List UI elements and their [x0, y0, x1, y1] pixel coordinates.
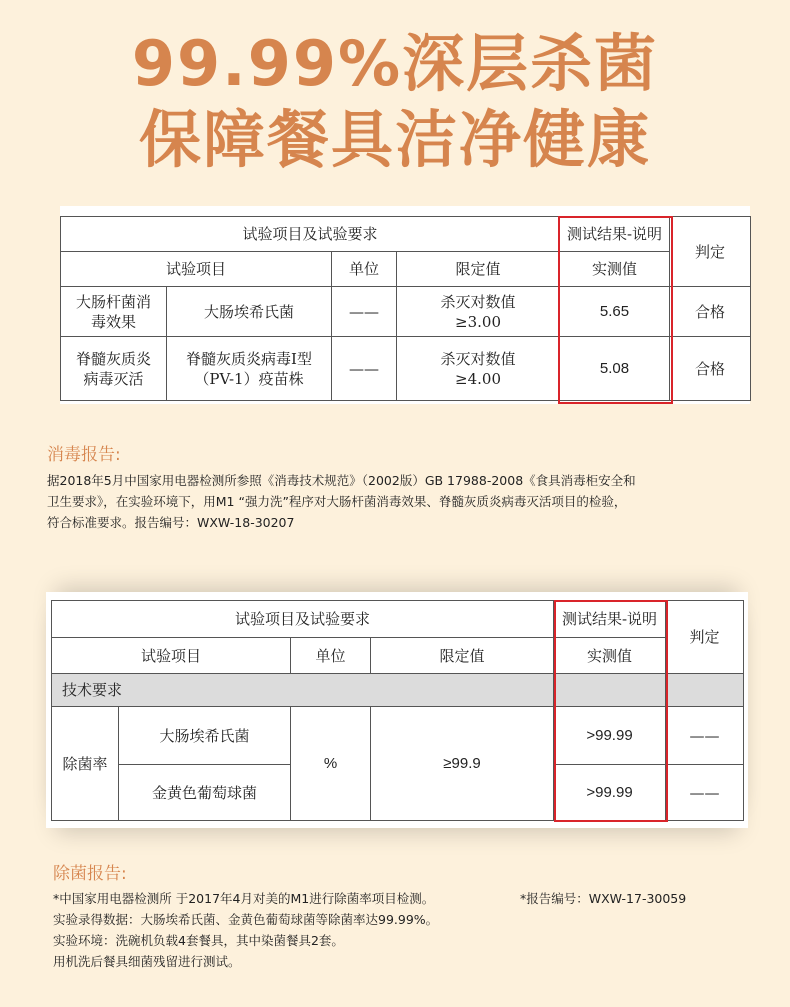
- row-limit: 杀灭对数值≥4.00: [397, 337, 560, 401]
- section-blank: [666, 674, 744, 707]
- report1-line: 据2018年5月中国家用电器检测所参照《消毒技术规范》（2002版）GB 17988-2008《食具消毒柜安全和: [47, 473, 636, 488]
- table2-category: 除菌率: [52, 707, 119, 821]
- row-judge: ——: [666, 765, 744, 821]
- report1-line: 卫生要求》，在实验环境下，用M1 “强力洗”程序对大肠杆菌消毒效果、脊髓灰质炎病毒灭活项目的检验，: [47, 494, 627, 509]
- disinfection-table-card: [60, 206, 750, 404]
- report2-line: 实验录得数据：大肠埃希氏菌、金黄色葡萄球菌等除菌率达99.99%。: [53, 912, 439, 927]
- row-category: 脊髓灰质炎病毒灭活: [61, 337, 167, 401]
- row-category: 大肠杆菌消毒效果: [61, 287, 167, 337]
- table1-col-item: 试验项目: [61, 252, 332, 287]
- row-limit: 杀灭对数值≥3.00: [397, 287, 560, 337]
- table2-result-highlight: [554, 600, 668, 822]
- table1-col-measured: 实测值: [560, 252, 670, 287]
- disinfection-report-text: [47, 470, 767, 533]
- report2-line: 实验环境：洗碗机负载4套餐具，其中染菌餐具2套。: [53, 933, 344, 948]
- table2-unit: %: [291, 707, 371, 821]
- table2-limit: ≥99.9: [371, 707, 554, 821]
- row-item: 脊髓灰质炎病毒Ⅰ型（PV-1）疫苗株: [167, 337, 332, 401]
- report1-line: 符合标准要求。报告编号：WXW-18-30207: [47, 515, 295, 530]
- row-item: 大肠埃希氏菌: [119, 707, 291, 765]
- row-measured: >99.99: [554, 707, 666, 765]
- table2-col-measured: 实测值: [554, 638, 666, 674]
- table2-col-limit: 限定值: [371, 638, 554, 674]
- headline-line-2: 保障餐具洁净健康: [138, 103, 651, 176]
- row-item: 金黄色葡萄球菌: [119, 765, 291, 821]
- report2-first-line: [53, 888, 773, 909]
- row-unit: ——: [332, 337, 397, 401]
- sterilization-table-card: [46, 592, 748, 828]
- table1-result-highlight: [558, 216, 673, 404]
- table2-header-result: 测试结果-说明: [554, 601, 666, 638]
- row-measured: 5.08: [560, 337, 670, 401]
- table2-header-main: 试验项目及试验要求: [52, 601, 554, 638]
- table1-col-unit: 单位: [332, 252, 397, 287]
- row-measured: >99.99: [554, 765, 666, 821]
- row-judge: 合格: [670, 337, 751, 401]
- report2-line: *中国家用电器检测所 于2017年4月对美的M1进行除菌率项目检测。: [53, 891, 435, 906]
- headline-line-1: 99.99%深层杀菌: [131, 27, 659, 100]
- table2-section: 技术要求: [52, 674, 554, 707]
- row-judge: 合格: [670, 287, 751, 337]
- row-unit: ——: [332, 287, 397, 337]
- table1-header-judge: 判定: [670, 217, 751, 287]
- table1-col-limit: 限定值: [397, 252, 560, 287]
- row-item: 大肠埃希氏菌: [167, 287, 332, 337]
- report2-report-no: *报告编号：WXW-17-30059: [520, 891, 687, 906]
- row-judge: ——: [666, 707, 744, 765]
- table2-col-unit: 单位: [291, 638, 371, 674]
- table2-col-item: 试验项目: [52, 638, 291, 674]
- table1-header-result: 测试结果-说明: [560, 217, 670, 252]
- row-measured: 5.65: [560, 287, 670, 337]
- table1-header-main: 试验项目及试验要求: [61, 217, 560, 252]
- report2-line: 用机洗后餐具细菌残留进行测试。: [53, 954, 241, 969]
- sterilization-report-text: [53, 888, 773, 972]
- sterilization-report-title: 除菌报告:: [53, 864, 127, 884]
- disinfection-report-title: 消毒报告:: [47, 445, 121, 465]
- table2-header-judge: 判定: [666, 601, 744, 674]
